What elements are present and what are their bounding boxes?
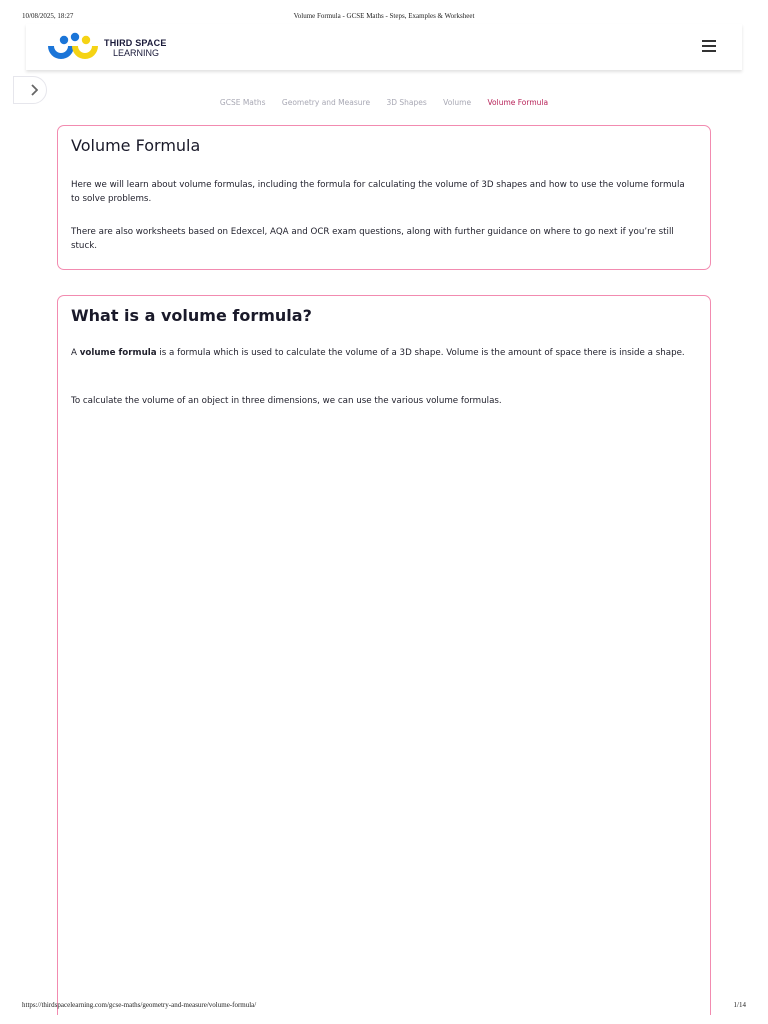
- section-paragraph-1-start: A: [71, 348, 80, 358]
- section-card: [57, 295, 711, 1015]
- print-title: Volume Formula - GCSE Maths - Steps, Examples & Worksheet: [293, 12, 475, 20]
- chevron-right-icon: [30, 84, 38, 96]
- section-paragraph-1: [71, 346, 691, 360]
- brand-line-1: THIRD SPACE: [104, 38, 167, 48]
- site-header: [26, 24, 742, 70]
- page-title: Volume Formula: [71, 136, 201, 155]
- intro-paragraph-2: There are also worksheets based on Edexcel, AQA and OCR exam questions, along with further guidance on where to go next if you’re still stuck.: [71, 227, 674, 251]
- print-url: https://thirdspacelearning.com/gcse-maths/geometry-and-measure/volume-formula/: [22, 1001, 257, 1009]
- print-header: [0, 12, 768, 24]
- term-volume-formula: volume formula: [79, 348, 157, 358]
- breadcrumb-3d-shapes[interactable]: 3D Shapes: [386, 98, 427, 107]
- brand-name[interactable]: [104, 38, 167, 58]
- brand-line-2: LEARNING: [113, 48, 160, 58]
- print-footer: [0, 1001, 768, 1013]
- section-paragraph-1-rest: is a formula which is used to calculate the volume of a 3D shape. Volume is the amount of space there is inside a shape.: [156, 348, 685, 358]
- print-date: 10/08/2025, 18:27: [22, 12, 74, 20]
- intro-card: [57, 125, 711, 270]
- intro-paragraph-1: Here we will learn about volume formulas, including the formula for calculating the volume of 3D shapes and how to use the volume formula to solve problems.: [71, 180, 685, 204]
- section-paragraph-2: To calculate the volume of an object in three dimensions, we can use the various volume formulas.: [71, 396, 502, 406]
- breadcrumb-volume-formula: Volume Formula: [487, 98, 549, 107]
- breadcrumb-gcse-maths[interactable]: GCSE Maths: [219, 98, 266, 107]
- breadcrumb-volume[interactable]: Volume: [443, 98, 472, 107]
- hamburger-menu-icon[interactable]: [702, 40, 716, 52]
- third-space-learning-logo[interactable]: [46, 32, 106, 64]
- section-title: What is a volume formula?: [71, 306, 312, 325]
- print-page-number: 1/14: [733, 1001, 746, 1009]
- breadcrumb: [0, 98, 768, 107]
- breadcrumb-geometry-and-measure[interactable]: Geometry and Measure: [281, 98, 371, 107]
